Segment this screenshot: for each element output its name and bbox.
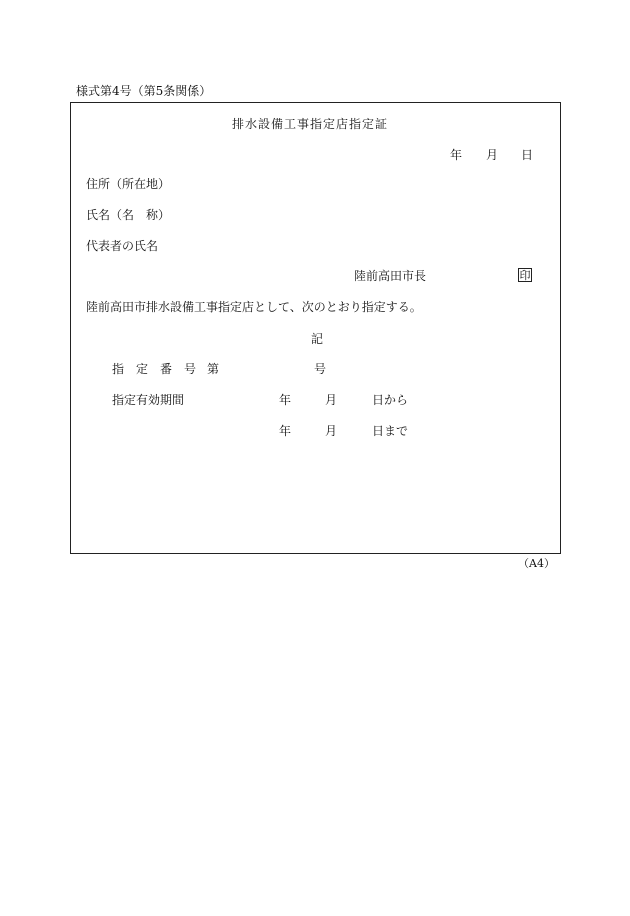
ki-heading: 記 bbox=[311, 332, 324, 346]
form-label: 様式第4号（第5条関係） bbox=[76, 84, 212, 98]
certificate-title: 排水設備工事指定店指定証 bbox=[232, 117, 389, 131]
address-label: 住所（所在地） bbox=[86, 177, 171, 191]
validity-start-day: 日から bbox=[372, 393, 409, 407]
validity-start-month: 月 bbox=[325, 393, 338, 407]
validity-end-day: 日まで bbox=[372, 424, 409, 438]
designation-number-label: 指 定 番 号 bbox=[112, 362, 197, 376]
validity-period-label: 指定有効期間 bbox=[112, 393, 185, 407]
date-month-label: 月 bbox=[486, 148, 499, 162]
validity-end-month: 月 bbox=[325, 424, 338, 438]
designation-statement: 陸前高田市排水設備工事指定店として、次のとおり指定する。 bbox=[86, 300, 422, 314]
paper-size-label: （A4） bbox=[518, 557, 555, 570]
designation-go: 号 bbox=[314, 362, 327, 376]
validity-end-year: 年 bbox=[279, 424, 292, 438]
representative-label: 代表者の氏名 bbox=[86, 239, 159, 253]
date-year-label: 年 bbox=[450, 148, 463, 162]
validity-start-year: 年 bbox=[279, 393, 292, 407]
issuer-name: 陸前高田市長 bbox=[354, 269, 427, 283]
seal-mark: 印 bbox=[519, 269, 531, 282]
date-day-label: 日 bbox=[521, 148, 534, 162]
certificate-frame bbox=[70, 102, 561, 554]
designation-dai: 第 bbox=[207, 362, 220, 376]
name-label: 氏名（名 称） bbox=[86, 208, 171, 222]
